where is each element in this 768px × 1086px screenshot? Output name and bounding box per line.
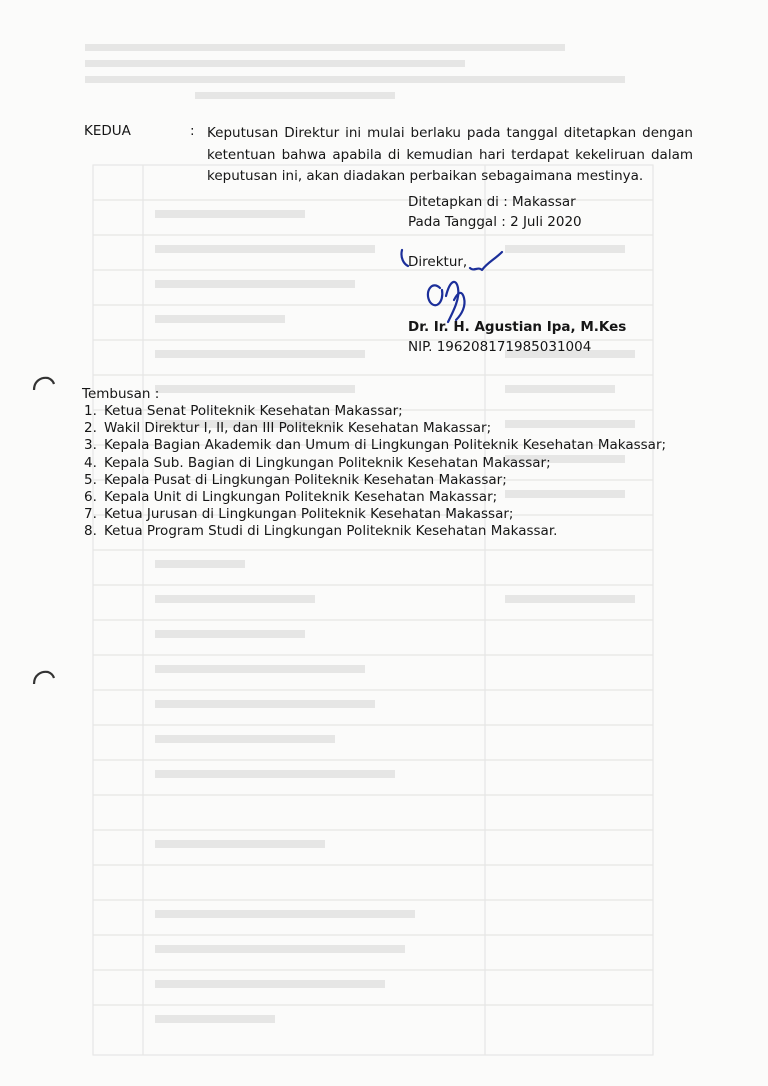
list-item <box>84 455 684 472</box>
list-item-text: Ketua Program Studi di Lingkungan Politeknik Kesehatan Makassar. <box>104 523 558 540</box>
list-item-text: Kepala Sub. Bagian di Lingkungan Politeknik Kesehatan Makassar; <box>104 454 551 471</box>
punch-hole-icon <box>30 372 56 398</box>
decision-text: Keputusan Direktur ini mulai berlaku pada tanggal ditetapkan dengan ketentuan bahwa apabila di kemudian hari terdapat kekeliruan dalam keputusan ini, akan diadakan perbaikan sebagaimana mestinya. <box>207 125 693 184</box>
list-item <box>84 403 684 420</box>
punch-hole-icon <box>30 666 56 692</box>
list-item-number: 4. <box>84 454 97 471</box>
bleed-through-background <box>85 40 685 1060</box>
list-item-number: 7. <box>84 506 97 523</box>
list-item <box>84 523 684 540</box>
tembusan-list <box>84 403 684 541</box>
list-item-text: Kepala Unit di Lingkungan Politeknik Kesehatan Makassar; <box>104 488 498 505</box>
list-item <box>84 489 684 506</box>
list-item-number: 8. <box>84 523 97 540</box>
signatory-nip: NIP. 196208171985031004 <box>408 339 592 355</box>
list-item <box>84 472 684 489</box>
list-item <box>84 437 684 454</box>
signature-place: Ditetapkan di : Makassar <box>408 194 576 210</box>
signature-position: Direktur, <box>408 254 468 270</box>
list-item-text: Wakil Direktur I, II, dan III Politeknik Kesehatan Makassar; <box>104 420 492 437</box>
list-item-text: Kepala Bagian Akademik dan Umum di Lingkungan Politeknik Kesehatan Makassar; <box>104 437 667 454</box>
list-item-number: 3. <box>84 437 97 454</box>
list-item <box>84 506 684 523</box>
tembusan-title: Tembusan : <box>82 386 160 402</box>
list-item-number: 2. <box>84 420 97 437</box>
list-item-number: 6. <box>84 488 97 505</box>
list-item-text: Ketua Senat Politeknik Kesehatan Makassar; <box>104 403 403 419</box>
list-item-text: Ketua Jurusan di Lingkungan Politeknik Kesehatan Makassar; <box>104 506 514 523</box>
list-item-text: Kepala Pusat di Lingkungan Politeknik Kesehatan Makassar; <box>104 471 507 488</box>
signature-date: Pada Tanggal : 2 Juli 2020 <box>408 214 582 230</box>
list-item <box>84 420 684 437</box>
decision-colon: : <box>190 123 195 139</box>
signatory-name: Dr. Ir. H. Agustian Ipa, M.Kes <box>408 319 627 335</box>
decision-label: KEDUA <box>84 123 131 139</box>
list-item-number: 1. <box>84 403 97 419</box>
list-item-number: 5. <box>84 471 97 488</box>
handwritten-signature-icon <box>398 244 528 324</box>
